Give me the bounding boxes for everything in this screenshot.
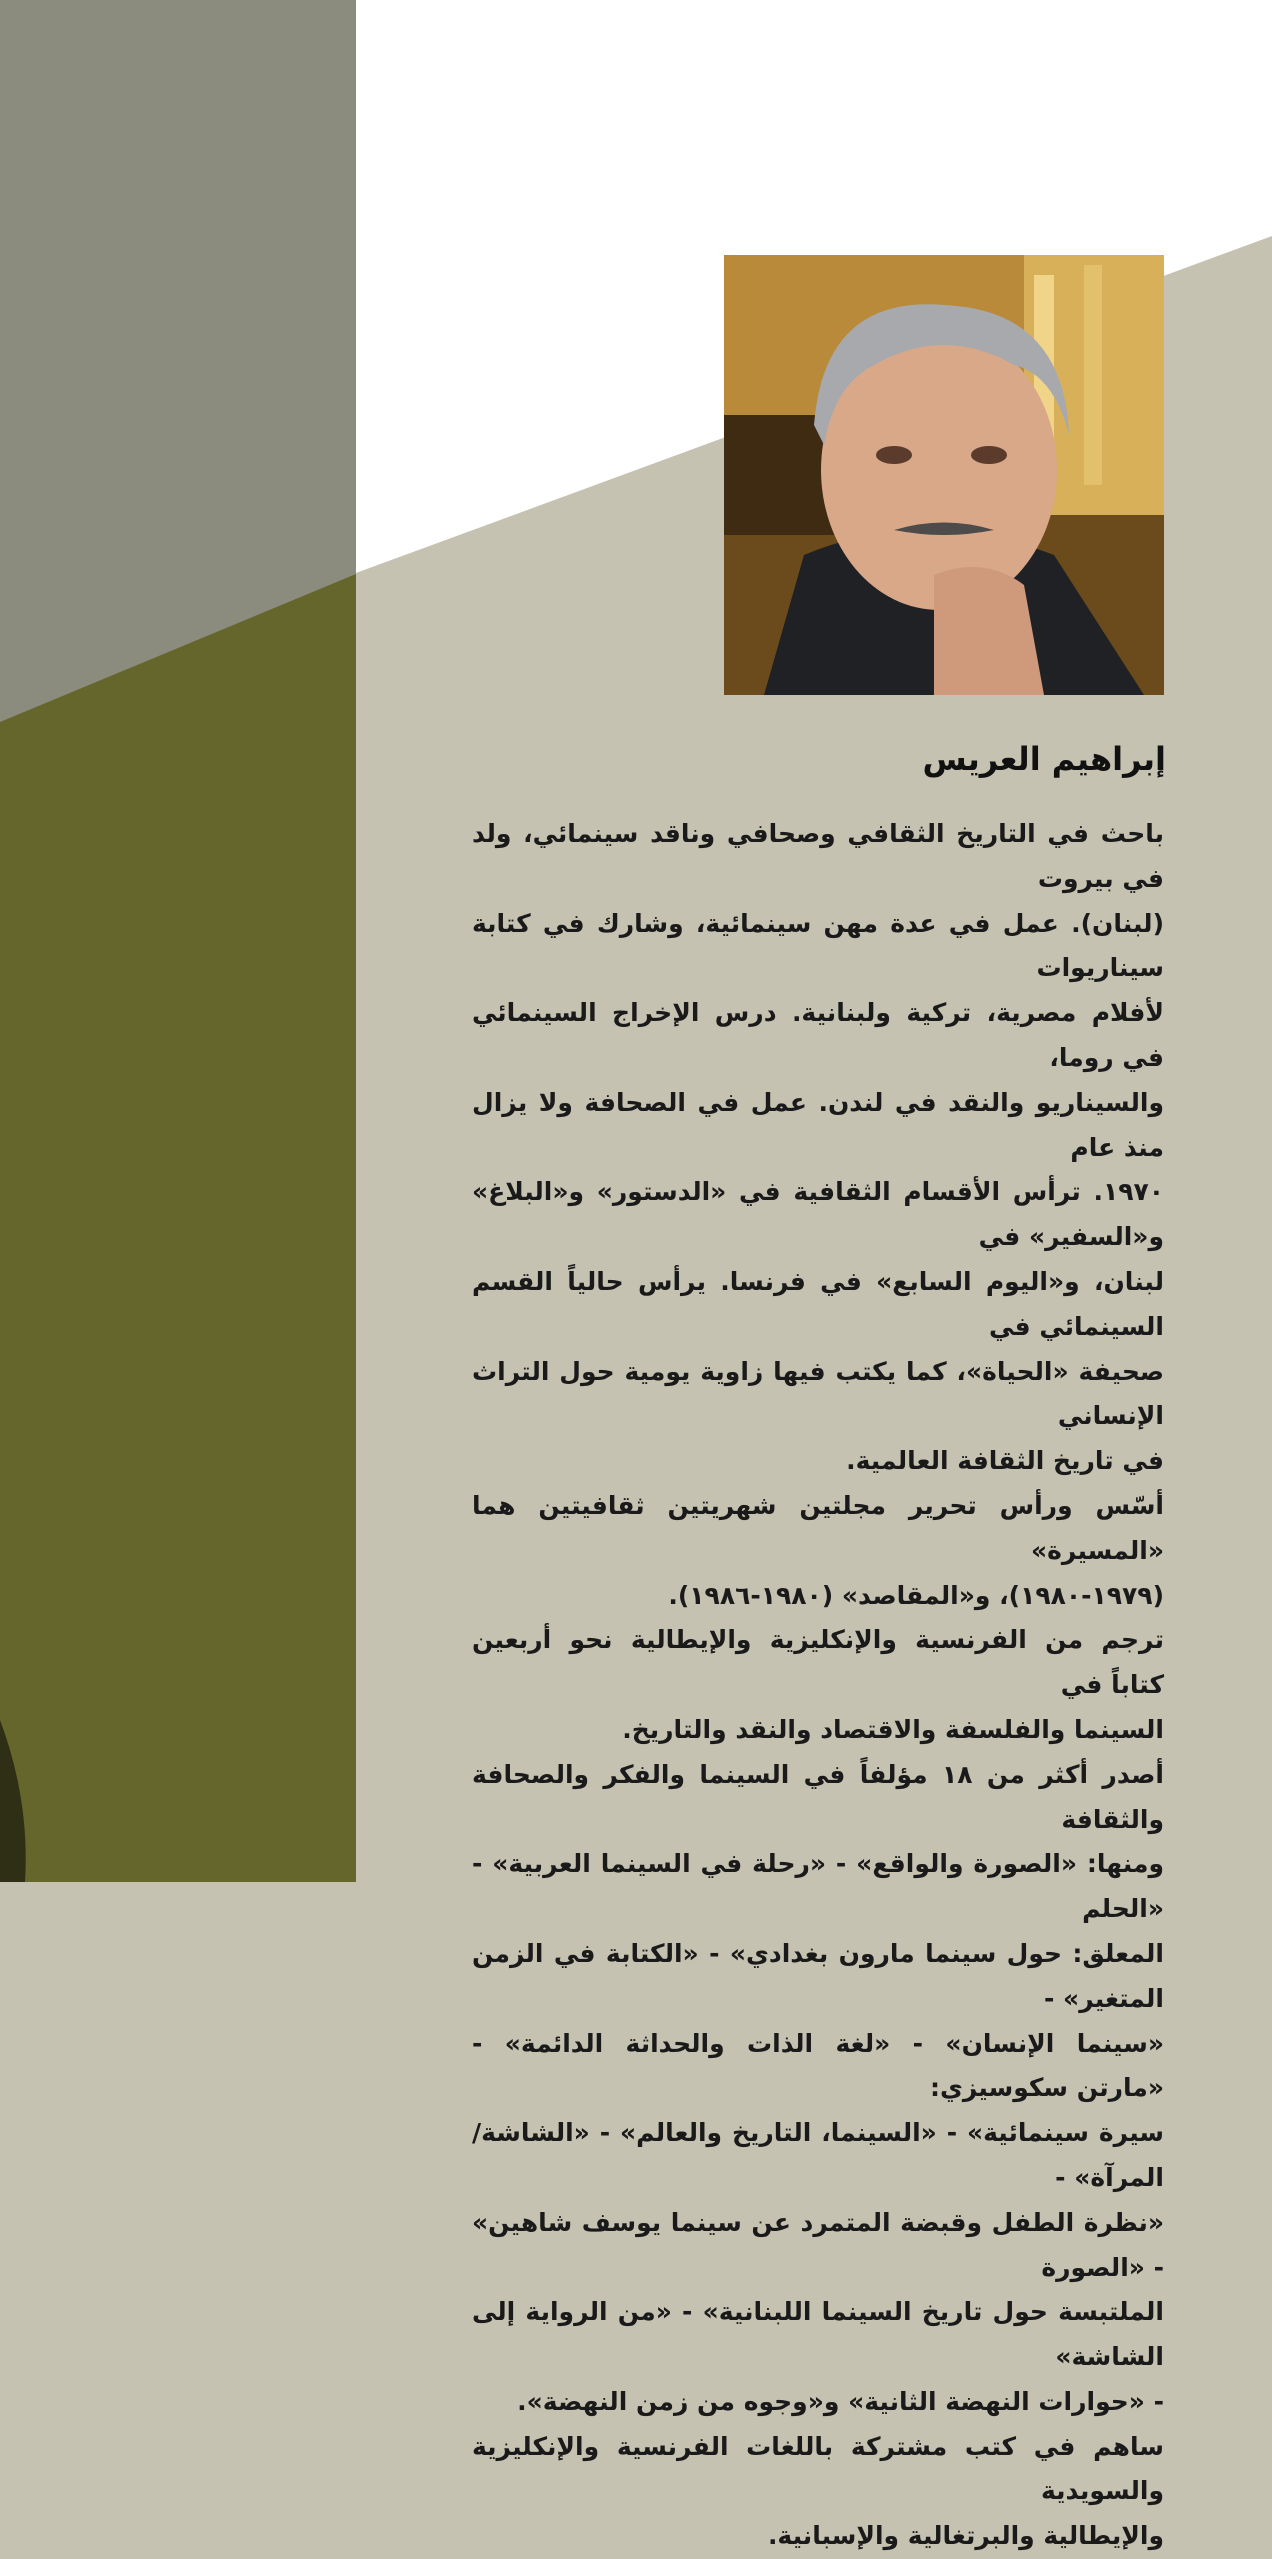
bio-line: لبنان، و«اليوم السابع» في فرنسا. يرأس حالياً القسم السينمائي في (472, 1266, 1164, 1341)
bio-paragraph (472, 1484, 1164, 1618)
bio-line: - «حوارات النهضة الثانية» و«وجوه من زمن النهضة». (517, 2386, 1164, 2416)
author-name: إبراهيم العريس (922, 740, 1166, 778)
bio-paragraph (472, 1618, 1164, 1752)
bio-line: «سينما الإنسان» - «لغة الذات والحداثة الدائمة» - «مارتن سكوسيزي: (472, 2028, 1164, 2103)
bio-line: لأفلام مصرية، تركية ولبنانية. درس الإخراج السينمائي في روما، (472, 998, 1164, 1072)
bio-line: سيرة سينمائية» - «السينما، التاريخ والعالم» - «الشاشة/المرآة» - (472, 2118, 1164, 2192)
bio-line: والسيناريو والنقد في لندن. عمل في الصحافة ولا يزال منذ عام (472, 1087, 1164, 1162)
bio-line: ترجم من الفرنسية والإنكليزية والإيطالية نحو أربعين كتاباً في (472, 1625, 1164, 1700)
bio-paragraph (472, 2425, 1164, 2559)
bio-line: (١٩٧٩-١٩٨٠)، و«المقاصد» (١٩٨٠-١٩٨٦). (668, 1580, 1164, 1610)
bio-line: في تاريخ الثقافة العالمية. (846, 1446, 1164, 1476)
bio-line: (لبنان). عمل في عدة مهن سينمائية، وشارك في كتابة سيناريوات (472, 908, 1164, 983)
bio-paragraph (472, 812, 1164, 1484)
bio-line: ساهم في كتب مشتركة باللغات الفرنسية والإنكليزية والسويدية (472, 2431, 1164, 2506)
bio-line: والإيطالية والبرتغالية والإسبانية. (767, 2521, 1164, 2551)
bio-line: أسّس ورأس تحرير مجلتين شهريتين ثقافيتين هما «المسيرة» (472, 1490, 1164, 1565)
bio-line: ومنها: «الصورة والواقع» - «رحلة في السينما العربية» - «الحلم (472, 1849, 1164, 1924)
bio-line: صحيفة «الحياة»، كما يكتب فيها زاوية يومية حول التراث الإنساني (472, 1356, 1164, 1431)
bio-line: السينما والفلسفة والاقتصاد والنقد والتاريخ. (622, 1714, 1164, 1744)
bio-line: أصدر أكثر من ١٨ مؤلفاً في السينما والفكر والصحافة والثقافة (472, 1759, 1164, 1834)
bio-paragraph (472, 1753, 1164, 2425)
bio-line: «نظرة الطفل وقبضة المتمرد عن سينما يوسف شاهين» - «الصورة (472, 2207, 1164, 2282)
olive-diagonal-band (0, 574, 356, 1882)
author-bio (472, 812, 1164, 2559)
author-portrait-icon (724, 255, 1164, 695)
bio-line: الملتبسة حول تاريخ السينما اللبنانية» - «من الرواية إلى الشاشة» (472, 2297, 1164, 2372)
bio-line: باحث في التاريخ الثقافي وصحافي وناقد سينمائي، ولد في بيروت (472, 819, 1164, 893)
bio-line: ١٩٧٠. ترأس الأقسام الثقافية في «الدستور» و«البلاغ» و«السفير» في (472, 1177, 1164, 1252)
bio-line: المعلق: حول سينما مارون بغدادي» - «الكتابة في الزمن المتغير» - (472, 1938, 1164, 2013)
author-photo (724, 255, 1164, 695)
